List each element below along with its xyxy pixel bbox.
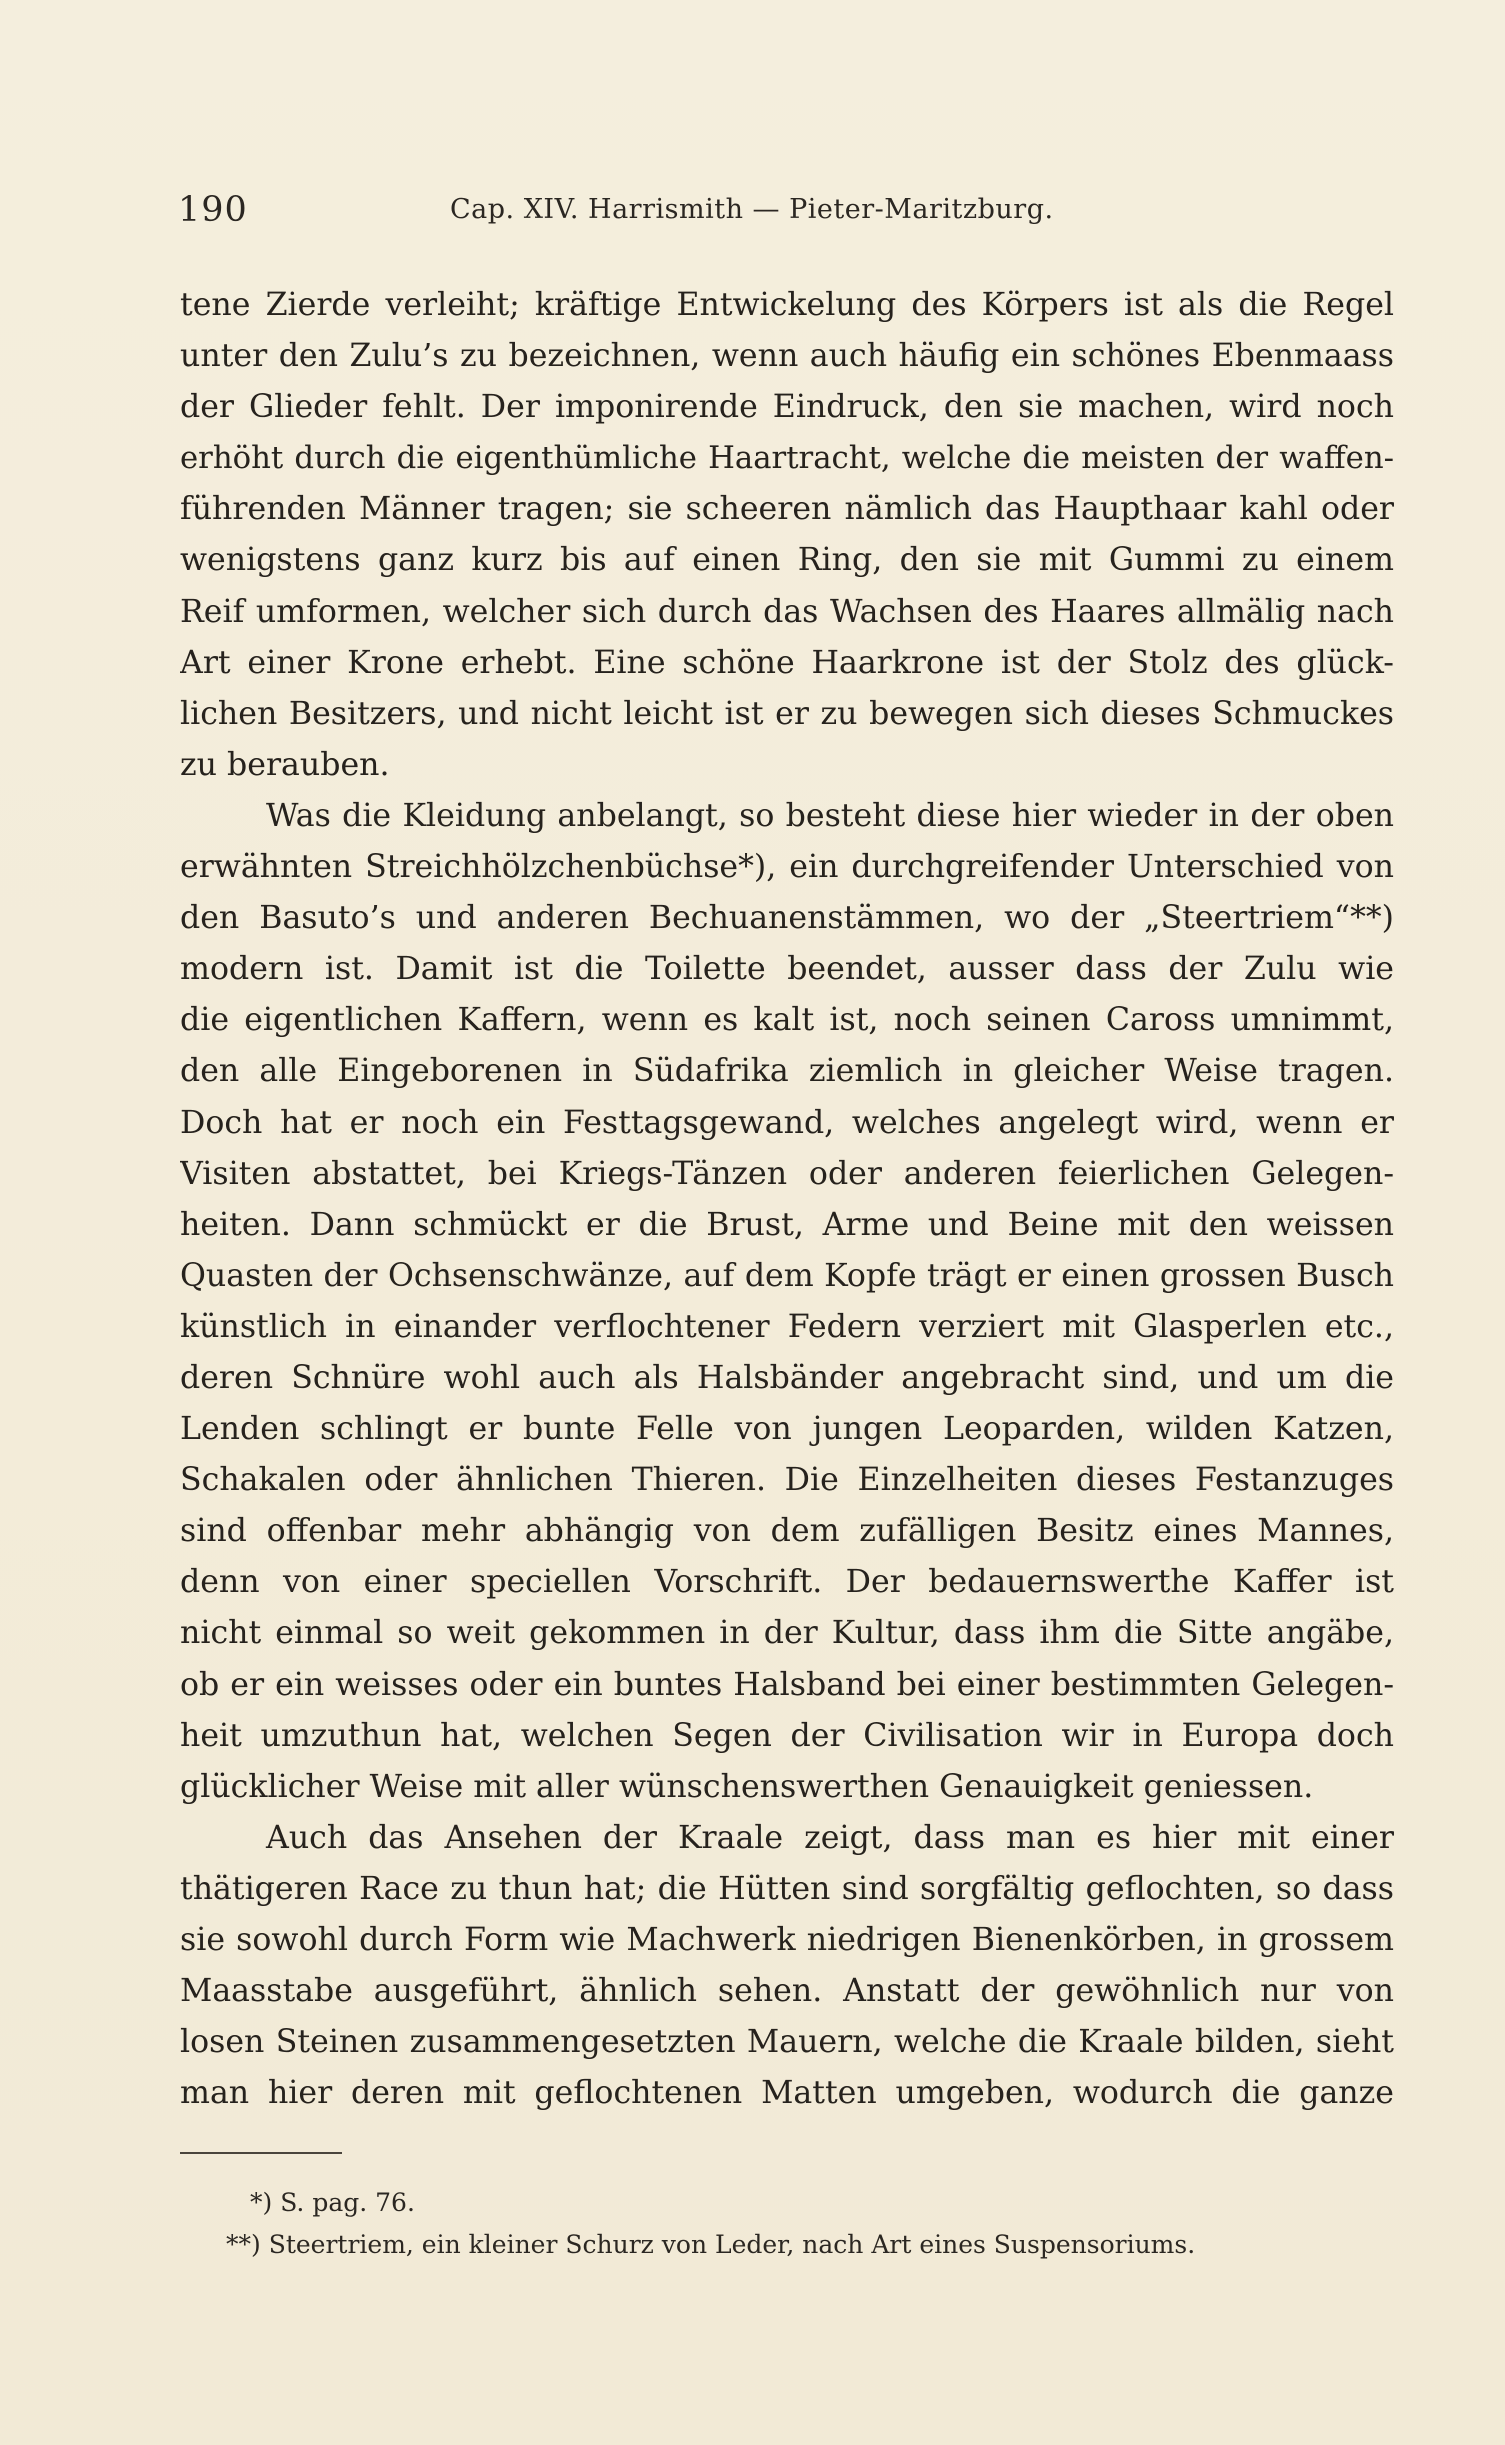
text-line: Lenden schlingt er bunte Felle von jungen Leoparden, wilden Katzen, [180,1411,1394,1448]
text-line: man hier deren mit geflochtenen Matten umgeben, wodurch die ganze [180,2075,1394,2112]
text-line: führenden Männer tragen; sie scheeren nämlich das Haupthaar kahl oder [180,491,1394,528]
text-line: der Glieder fehlt. Der imponirende Eindruck, den sie machen, wird noch [180,389,1394,426]
running-head: Cap. XIV. Harrismith — Pieter-Maritzburg. [450,194,1054,225]
text-line: unter den Zulu’s zu bezeichnen, wenn auch häufig ein schönes Ebenmaass [180,338,1394,375]
text-line: losen Steinen zusammengesetzten Mauern, welche die Kraale bilden, sieht [180,2024,1394,2061]
page-header [178,190,1378,240]
footnote-divider [180,2152,342,2154]
text-line: modern ist. Damit ist die Toilette beendet, ausser dass der Zulu wie [180,951,1394,988]
text-line: Was die Kleidung anbelangt, so besteht diese hier wieder in der oben [266,797,1394,834]
text-line: Visiten abstattet, bei Kriegs-Tänzen oder anderen feierlichen Gelegen- [180,1155,1394,1192]
body-text [180,280,1394,2119]
text-line: sind offenbar mehr abhängig von dem zufälligen Besitz eines Mannes, [180,1513,1394,1550]
text-line: tene Zierde verleiht; kräftige Entwickelung des Körpers ist als die Regel [180,287,1394,323]
text-line: nicht einmal so weit gekommen in der Kultur, dass ihm die Sitte angäbe, [180,1615,1394,1652]
text-line: denn von einer speciellen Vorschrift. Der bedauernswerthe Kaffer ist [180,1564,1394,1601]
text-line: den alle Eingeborenen in Südafrika ziemlich in gleicher Weise tragen. [180,1053,1394,1090]
footnotes [180,2182,1420,2266]
text-line: deren Schnüre wohl auch als Halsbänder angebracht sind, und um die [180,1359,1394,1396]
text-line: Art einer Krone erhebt. Eine schöne Haarkrone ist der Stolz des glück- [180,644,1394,681]
text-line: Schakalen oder ähnlichen Thieren. Die Einzelheiten dieses Festanzuges [180,1462,1394,1499]
text-line: thätigeren Race zu thun hat; die Hütten sind sorgfältig geflochten, so dass [180,1870,1394,1907]
text-line: den Basuto’s und anderen Bechuanenstämmen, wo der „Steertriem“**) [180,900,1394,937]
text-line: Auch das Ansehen der Kraale zeigt, dass man es hier mit einer [266,1819,1394,1856]
page-number: 190 [178,190,248,230]
text-line: die eigentlichen Kaffern, wenn es kalt ist, noch seinen Caross umnimmt, [180,1002,1394,1039]
text-line: heiten. Dann schmückt er die Brust, Arme und Beine mit den weissen [180,1206,1394,1243]
text-line: künstlich in einander verflochtener Federn verziert mit Glasperlen etc., [180,1308,1394,1345]
text-line: ob er ein weisses oder ein buntes Halsband bei einer bestimmten Gelegen- [180,1666,1394,1703]
text-line: zu berauben. [180,746,390,783]
text-line: Quasten der Ochsenschwänze, auf dem Kopfe trägt er einen grossen Busch [180,1257,1394,1294]
footnote: **) Steertriem, ein kleiner Schurz von Leder, nach Art eines Suspensoriums. [226,2230,1196,2259]
text-line: Reif umformen, welcher sich durch das Wachsen des Haares allmälig nach [180,593,1394,630]
text-line: Doch hat er noch ein Festtagsgewand, welches angelegt wird, wenn er [180,1104,1394,1141]
text-line: Maasstabe ausgeführt, ähnlich sehen. Anstatt der gewöhnlich nur von [180,1973,1394,2010]
text-line: lichen Besitzers, und nicht leicht ist er zu bewegen sich dieses Schmuckes [180,695,1394,732]
text-line: erhöht durch die eigenthümliche Haartracht, welche die meisten der waffen- [180,440,1394,477]
text-line: heit umzuthun hat, welchen Segen der Civilisation wir in Europa doch [180,1717,1394,1754]
text-line: erwähnten Streichhölzchenbüchse*), ein durchgreifender Unterschied von [180,849,1394,886]
text-line: glücklicher Weise mit aller wünschenswerthen Genauigkeit geniessen. [180,1768,1314,1805]
text-line: wenigstens ganz kurz bis auf einen Ring, den sie mit Gummi zu einem [180,542,1394,579]
footnote: *) S. pag. 76. [250,2188,415,2217]
text-line: sie sowohl durch Form wie Machwerk niedrigen Bienenkörben, in grossem [180,1922,1394,1958]
